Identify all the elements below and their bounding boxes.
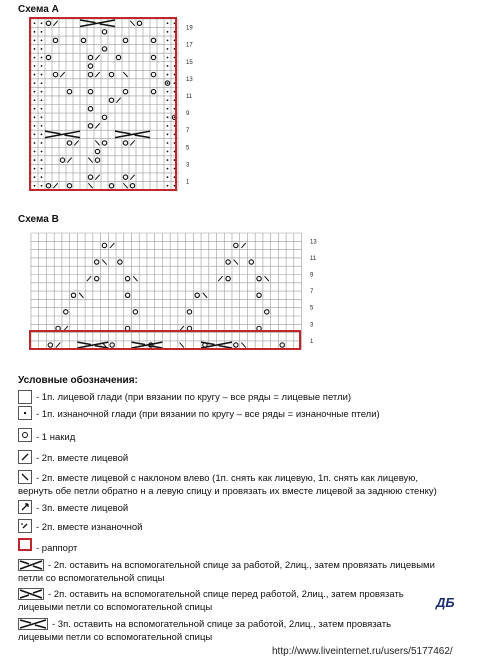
- purl-dot-mark: [34, 185, 36, 187]
- yarn-over-mark: [88, 175, 92, 179]
- yarn-over-mark: [151, 89, 155, 93]
- k2tog-mark: [130, 175, 134, 180]
- yarn-over-mark: [46, 21, 50, 25]
- purl-dot-mark: [167, 48, 169, 50]
- cable-cross-mark: [80, 20, 115, 26]
- purl-dot-mark: [167, 168, 169, 170]
- ssk-icon: [18, 470, 32, 484]
- yarn-over-mark: [116, 55, 120, 59]
- scheme-b-repeat-frame: [30, 331, 300, 349]
- ssk-mark: [88, 158, 92, 163]
- k2tog-mark: [95, 55, 99, 60]
- k2tog-mark: [95, 72, 99, 77]
- yarn-over-mark: [46, 55, 50, 59]
- legend-item-text: - 3п. оставить на вспомогательной спице за работой, 2лиц., затем провязать: [52, 619, 392, 630]
- yarn-over-mark: [187, 310, 191, 314]
- ssk-mark: [265, 276, 269, 281]
- legend-item-text: - 2п. вместе лицевой: [36, 453, 129, 464]
- legend-item-text: - 1 накид: [36, 432, 76, 443]
- yarn-over-mark: [234, 343, 238, 347]
- yarn-over-mark: [67, 184, 71, 188]
- empty-square-icon: [18, 390, 32, 404]
- yarn-over-mark: [102, 141, 106, 145]
- purl-dot-mark: [41, 39, 43, 41]
- purl-dot-mark: [34, 99, 36, 101]
- yarn-over-mark: [123, 89, 127, 93]
- purl-dot-mark: [34, 159, 36, 161]
- yarn-over-mark: [67, 89, 71, 93]
- purl-dot-mark: [41, 99, 43, 101]
- k2tog-mark: [60, 72, 64, 77]
- k2tog-icon: [18, 450, 32, 464]
- legend-item-text: - 1п. изнаночной глади (при вязании по кругу – все ряды = изнаночные птели): [36, 409, 380, 420]
- yarn-over-mark: [60, 158, 64, 162]
- cable-cross-mark: [45, 131, 80, 137]
- purl-dot-mark: [167, 159, 169, 161]
- row-number: 9: [310, 272, 314, 279]
- purl-dot-mark: [41, 31, 43, 33]
- yarn-over-mark: [265, 310, 269, 314]
- yarn-over-mark: [257, 293, 261, 297]
- purl-dot-mark: [167, 22, 169, 24]
- purl-dot-mark: [41, 134, 43, 136]
- yarn-over-mark: [88, 89, 92, 93]
- purl-dot-mark: [34, 151, 36, 153]
- row-number: 3: [310, 322, 314, 329]
- purl-dot-mark: [34, 57, 36, 59]
- purl-dot-mark: [34, 125, 36, 127]
- yarn-over-mark: [125, 326, 129, 330]
- k2tog-mark: [241, 243, 245, 248]
- cable-3-icon: [18, 618, 48, 630]
- row-number: 5: [186, 145, 190, 152]
- purl-dot-mark: [41, 176, 43, 178]
- purl-dot-mark: [41, 91, 43, 93]
- k2tog-mark: [53, 21, 57, 26]
- ssk-mark: [123, 183, 127, 188]
- row-number: 13: [310, 239, 317, 246]
- row-number: 15: [186, 59, 193, 66]
- purl-dot-mark: [41, 125, 43, 127]
- purl-dot-mark: [167, 39, 169, 41]
- yarn-over-mark: [95, 149, 99, 153]
- yarn-over-mark: [123, 38, 127, 42]
- yarn-over-mark: [151, 72, 155, 76]
- scheme-a-chart: [28, 16, 208, 196]
- k2tog-mark: [218, 276, 222, 281]
- repeat-icon: [18, 538, 32, 551]
- purl-dot-mark: [34, 142, 36, 144]
- purl-dot-mark: [41, 185, 43, 187]
- yarn-over-icon: [18, 428, 32, 442]
- row-number: 5: [310, 305, 314, 312]
- yarn-over-mark: [133, 310, 137, 314]
- yarn-over-mark: [56, 326, 60, 330]
- purl-dot-mark: [34, 91, 36, 93]
- purl-dot-mark: [34, 82, 36, 84]
- yarn-over-mark: [234, 243, 238, 247]
- yarn-over-mark: [130, 184, 134, 188]
- yarn-over-mark: [125, 293, 129, 297]
- yarn-over-mark: [125, 276, 129, 280]
- row-number: 11: [310, 255, 317, 262]
- k2tog-mark: [110, 243, 114, 248]
- ssk-mark: [79, 293, 83, 298]
- yarn-over-mark: [88, 72, 92, 76]
- scheme-b-chart: [28, 230, 328, 355]
- purl-dot-mark: [41, 48, 43, 50]
- purl-dot-mark: [34, 116, 36, 118]
- yarn-over-mark: [109, 184, 113, 188]
- purl-dot-mark: [41, 82, 43, 84]
- ssk-mark: [203, 293, 207, 298]
- purl-dot-mark: [167, 134, 169, 136]
- yarn-over-mark: [64, 310, 68, 314]
- purl-dot-mark: [167, 57, 169, 59]
- legend-item-text: - 2п. вместе изнаночной: [36, 522, 143, 533]
- yarn-over-mark: [95, 260, 99, 264]
- yarn-over-mark: [123, 141, 127, 145]
- yarn-over-mark: [118, 260, 122, 264]
- cable-front-icon: [18, 588, 44, 600]
- k2tog-mark: [74, 140, 78, 145]
- legend-item-text: - 3п. вместе лицевой: [36, 503, 129, 514]
- ssk-mark: [180, 343, 184, 348]
- purl-dot-mark: [167, 31, 169, 33]
- yarn-over-mark: [109, 98, 113, 102]
- yarn-over-mark: [151, 55, 155, 59]
- legend-item-text: - раппорт: [36, 543, 78, 554]
- ssk-mark: [102, 260, 106, 265]
- k2tog-mark: [95, 175, 99, 180]
- purl-dot-mark: [34, 48, 36, 50]
- purl-dot-mark: [34, 74, 36, 76]
- yarn-over-mark: [151, 38, 155, 42]
- yarn-over-mark: [88, 124, 92, 128]
- purl-dot-mark: [41, 108, 43, 110]
- yarn-over-mark: [102, 47, 106, 51]
- yarn-over-mark: [46, 184, 50, 188]
- purl-dot-mark: [41, 65, 43, 67]
- purl-dot-mark: [41, 57, 43, 59]
- legend-item-text: петли со вспомогательной спицы: [18, 573, 165, 584]
- purl-dot-mark: [41, 22, 43, 24]
- purl-dot-mark: [34, 31, 36, 33]
- row-number: 19: [186, 25, 193, 32]
- cable-cross-mark: [115, 131, 150, 137]
- purl-dot-mark: [167, 176, 169, 178]
- ssk-mark: [133, 276, 137, 281]
- source-url: http://www.liveinternet.ru/users/5177462/: [272, 646, 453, 657]
- legend-item-text: - 1п. лицевой глади (при вязании по кругу – все ряды = лицевые петли): [36, 392, 352, 403]
- yarn-over-mark: [102, 30, 106, 34]
- yarn-over-mark: [187, 326, 191, 330]
- k2tog-mark: [130, 140, 134, 145]
- yarn-over-mark: [137, 21, 141, 25]
- purl-dot-mark: [34, 134, 36, 136]
- row-number: 17: [186, 42, 193, 49]
- yarn-over-mark: [88, 107, 92, 111]
- purl-dot-mark: [34, 176, 36, 178]
- k2tog-mark: [87, 276, 91, 281]
- ssk-mark: [234, 260, 238, 265]
- purl-dot-mark: [34, 39, 36, 41]
- purl-dot-mark: [34, 65, 36, 67]
- legend-title: Условные обозначения:: [18, 375, 138, 386]
- scheme-a-title: Схема А: [18, 4, 59, 15]
- yarn-over-mark: [123, 175, 127, 179]
- cable-back-icon: [18, 559, 44, 571]
- purl-dot-mark: [167, 82, 169, 84]
- purl-dot-mark: [41, 151, 43, 153]
- purl-dot-mark: [41, 168, 43, 170]
- ssk-mark: [88, 183, 92, 188]
- purl-dot-mark: [167, 185, 169, 187]
- yarn-over-mark: [53, 38, 57, 42]
- yarn-over-mark: [109, 72, 113, 76]
- purl-dot-mark: [167, 91, 169, 93]
- yarn-over-mark: [195, 293, 199, 297]
- purl-dot-mark: [41, 74, 43, 76]
- legend-item-text: - 2п. оставить на вспомогательной спице перед работой, 2лиц., затем провязать: [48, 589, 404, 600]
- yarn-over-mark: [48, 343, 52, 347]
- purl-dot-mark: [167, 74, 169, 76]
- purl-dot-mark: [41, 116, 43, 118]
- dot-square-icon: [18, 406, 32, 420]
- yarn-over-mark: [102, 243, 106, 247]
- row-number: 1: [186, 179, 190, 186]
- row-number: 1: [310, 338, 314, 345]
- purl-dot-mark: [167, 125, 169, 127]
- signature: ДБ: [436, 595, 455, 610]
- yarn-over-mark: [81, 38, 85, 42]
- legend-item-text: - 2п. оставить на вспомогательной спице за работой, 2лиц., затем провязать лицевыми: [48, 560, 435, 571]
- legend-item-text: вернуть обе петли обратно н а левую спицу и провязать их вместе лицевой за заднюю стенку): [18, 486, 437, 497]
- ssk-mark: [130, 21, 134, 26]
- ssk-mark: [123, 72, 127, 77]
- yarn-over-mark: [257, 276, 261, 280]
- purl-dot-mark: [167, 99, 169, 101]
- yarn-over-mark: [102, 115, 106, 119]
- k3tog-icon: [18, 500, 32, 514]
- row-number: 3: [186, 162, 190, 169]
- purl-dot-mark: [34, 168, 36, 170]
- k2tog-mark: [56, 343, 60, 348]
- yarn-over-mark: [95, 276, 99, 280]
- yarn-over-mark: [257, 326, 261, 330]
- yarn-over-mark: [71, 293, 75, 297]
- k2tog-mark: [67, 158, 71, 163]
- legend-item-text: - 2п. вместе лицевой с наклоном влево (1п. снять как лицевую, 1п. снять как лицевую,: [36, 473, 419, 484]
- yarn-over-mark: [110, 343, 114, 347]
- yarn-over-mark: [280, 343, 284, 347]
- purl-dot-mark: [167, 108, 169, 110]
- yarn-over-mark: [226, 260, 230, 264]
- purl-dot-mark: [167, 142, 169, 144]
- purl-dot-mark: [34, 108, 36, 110]
- row-number: 7: [186, 128, 190, 135]
- ssk-mark: [95, 140, 99, 145]
- k2tog-mark: [95, 123, 99, 128]
- yarn-over-mark: [53, 72, 57, 76]
- k2tog-mark: [53, 183, 57, 188]
- k2tog-mark: [116, 98, 120, 103]
- purl-dot-mark: [167, 65, 169, 67]
- row-number: 7: [310, 289, 314, 296]
- row-number: 9: [186, 111, 190, 118]
- yarn-over-mark: [88, 64, 92, 68]
- ssk-mark: [241, 343, 245, 348]
- purl-dot-mark: [167, 116, 169, 118]
- legend-item-text: лицевыми петли со вспомогательной спицы: [18, 632, 213, 643]
- purl-dot-mark: [41, 142, 43, 144]
- row-number: 13: [186, 76, 193, 83]
- p2tog-icon: [18, 519, 32, 533]
- purl-dot-mark: [34, 22, 36, 24]
- yarn-over-mark: [88, 55, 92, 59]
- yarn-over-mark: [226, 276, 230, 280]
- legend-item-text: лицевыми петли со вспомогательной спицы: [18, 602, 213, 613]
- scheme-b-title: Схема В: [18, 214, 59, 225]
- row-number: 11: [186, 93, 193, 100]
- yarn-over-mark: [249, 260, 253, 264]
- purl-dot-mark: [167, 151, 169, 153]
- yarn-over-mark: [95, 158, 99, 162]
- purl-dot-mark: [41, 159, 43, 161]
- yarn-over-mark: [67, 141, 71, 145]
